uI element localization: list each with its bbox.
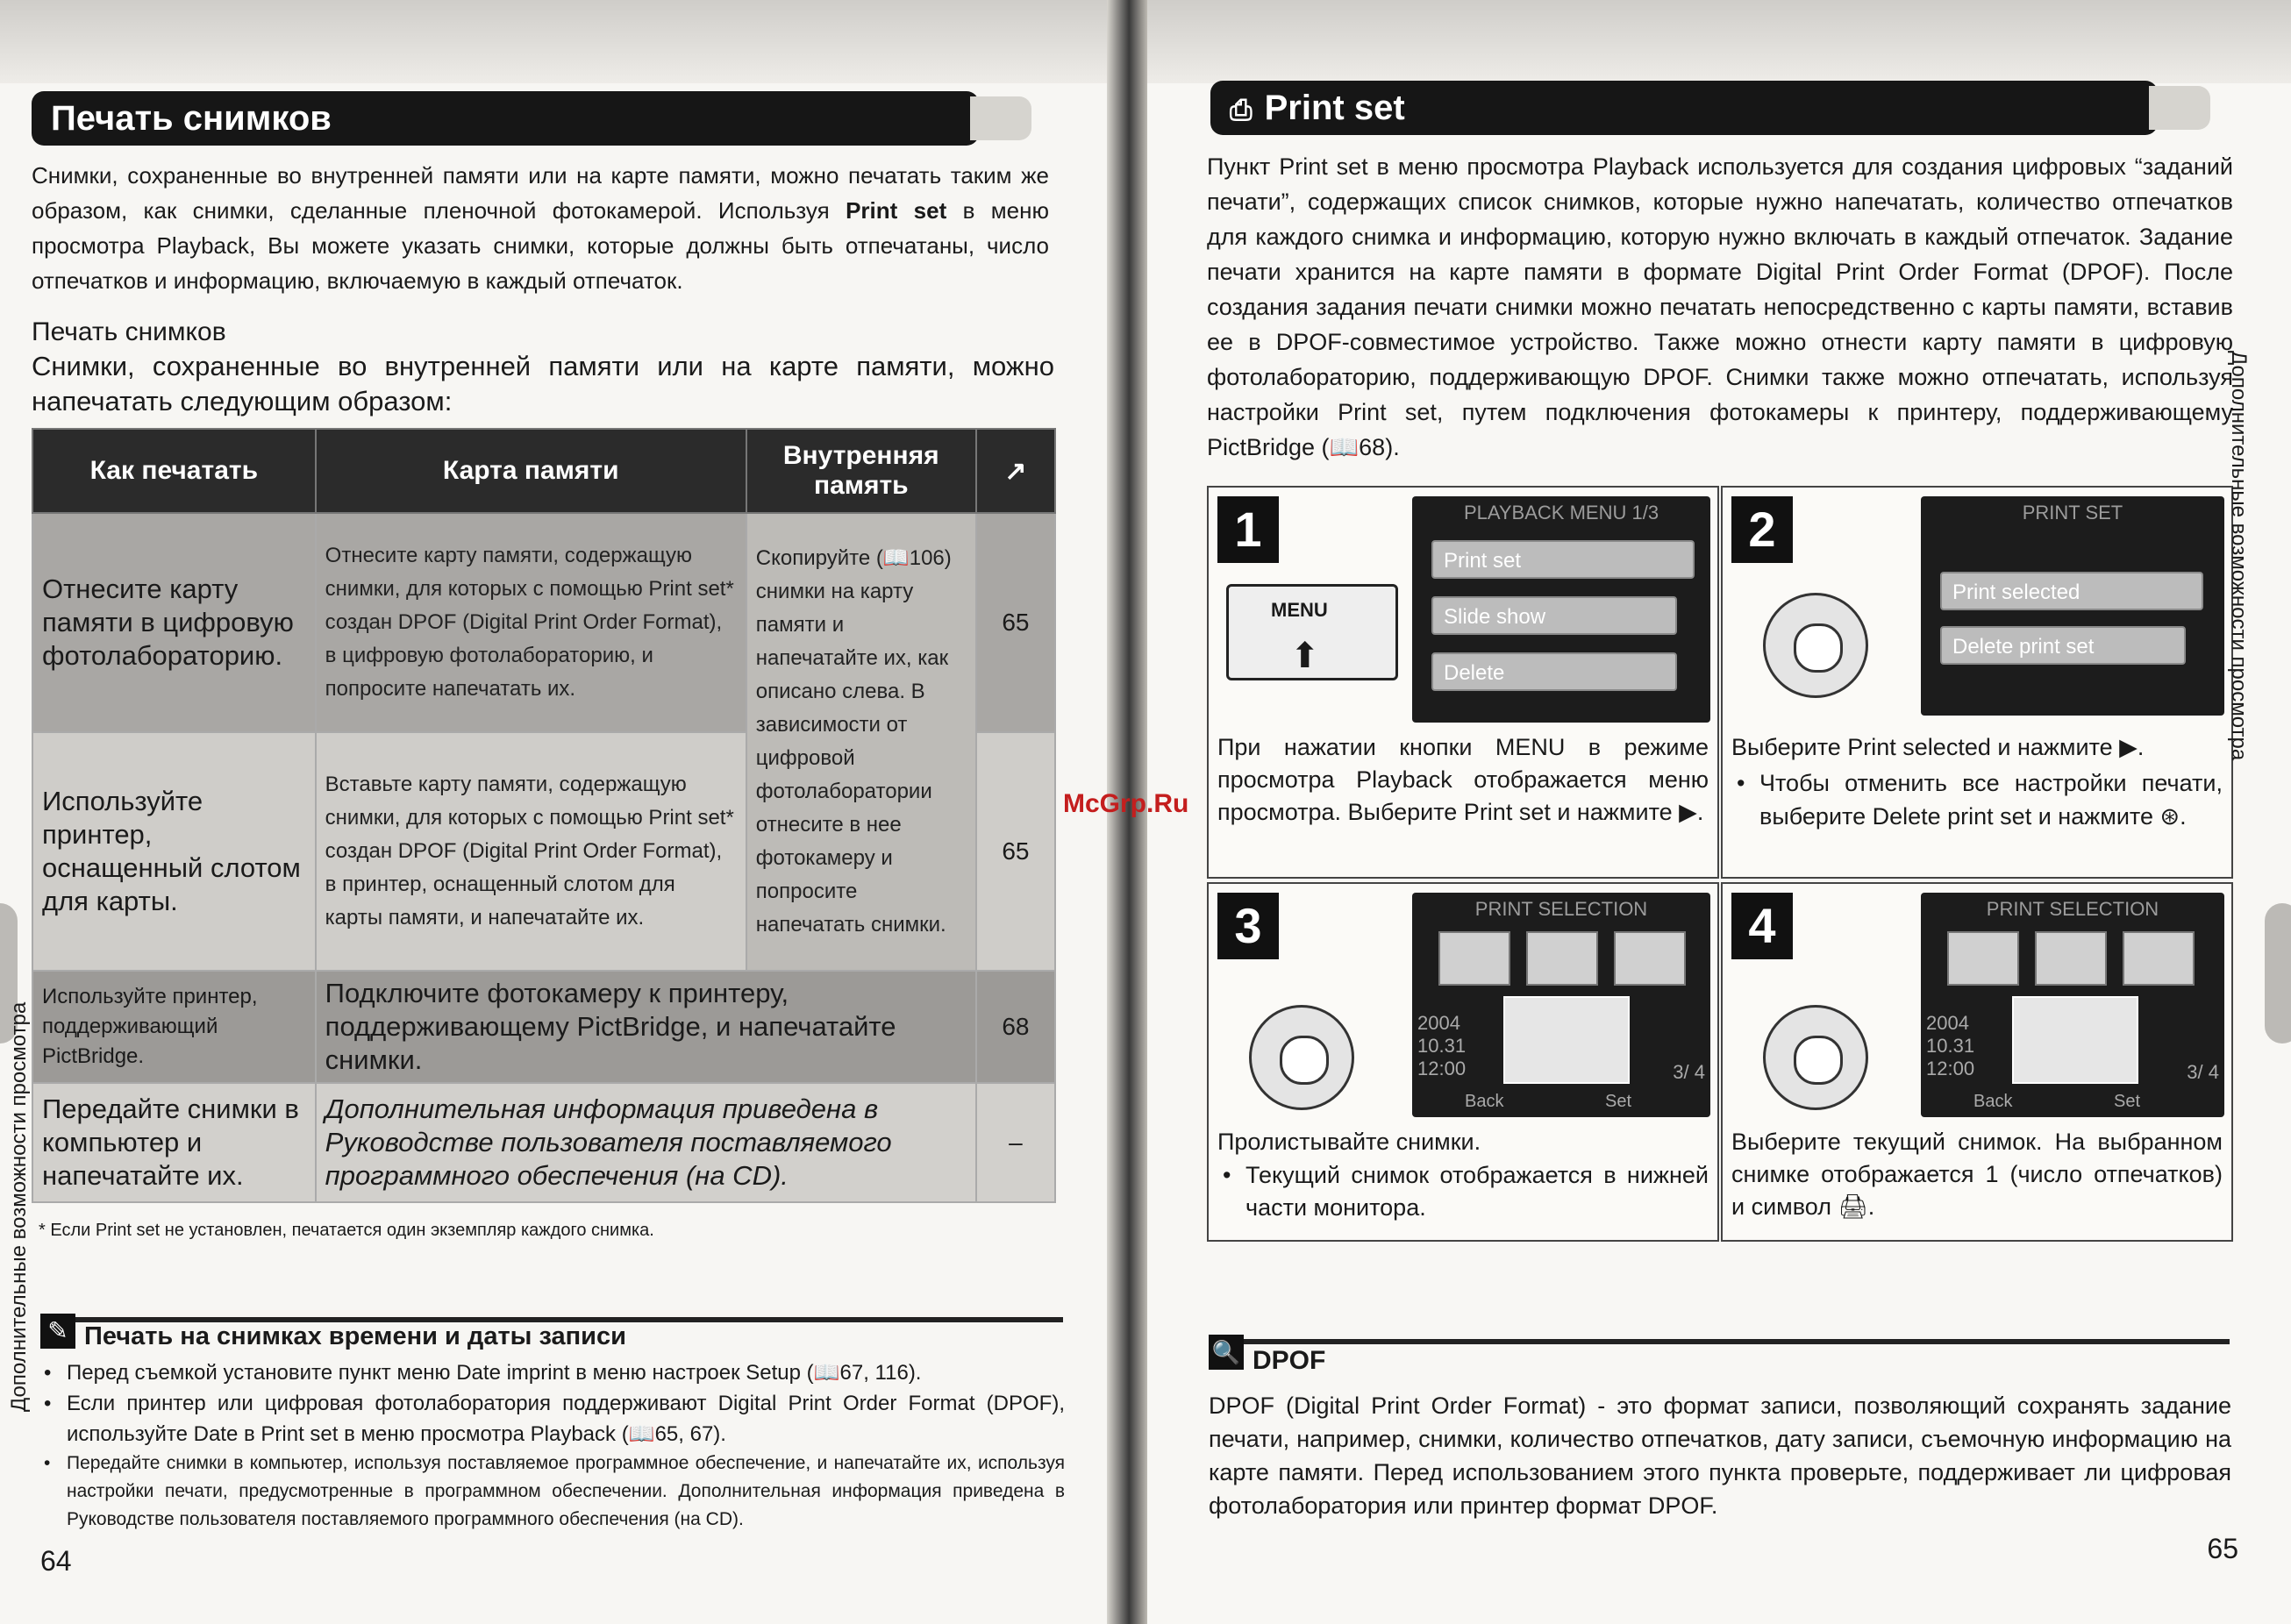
lcd-screen	[1412, 496, 1710, 723]
footnote-text: Если Print set не установлен, печатается один экземпляр каждого снимка.	[50, 1221, 654, 1240]
intro-bold: Print set	[846, 197, 947, 224]
lcd-screen	[1921, 893, 2224, 1117]
top-band	[0, 0, 1131, 83]
step-text: Пролистывайте снимки.	[1217, 1129, 1481, 1155]
footnote: * Если Print set не установлен, печатается один экземпляр каждого снимка.	[39, 1221, 654, 1240]
step-2	[1721, 486, 2233, 879]
step-text: При нажатии кнопки MENU в режиме просмотра Playback отображается меню просмотра. Выберите Print set и нажмите ▶.	[1217, 734, 1709, 825]
set-hint: Set	[2114, 1092, 2141, 1111]
cell-card: Отнесите карту памяти, содержащую снимки, для которых с помощью Print set* создан DPOF (Digital Print Order Format), в цифровую фотолабораторию, и попросите напечатать их.	[316, 513, 746, 732]
step-bullets	[1731, 766, 2223, 833]
cell-how: Отнесите карту памяти в цифровую фотолабораторию.	[32, 513, 316, 732]
list-item: • Текущий снимок отображается в нижней части монитора.	[1217, 1159, 1709, 1224]
menu-item-print-set: Print set	[1431, 540, 1695, 579]
magnifier-icon: 🔍	[1209, 1335, 1244, 1370]
note-bullets	[39, 1357, 1065, 1534]
cell-how: Передайте снимки в компьютер и напечатайте их.	[32, 1083, 316, 1202]
cell-page: 68	[976, 971, 1055, 1083]
image-counter: 3/ 4	[1673, 1061, 1705, 1083]
header-how: Как печатать	[32, 429, 316, 513]
thumbnail-image	[1526, 931, 1598, 986]
step-number: 3	[1217, 893, 1279, 959]
step-text: Выберите Print selected и нажмите ▶.	[1731, 734, 2145, 760]
intro-paragraph	[32, 158, 1049, 298]
page-title-left	[32, 91, 979, 146]
cell-page: 65	[976, 513, 1055, 732]
dpof-paragraph: DPOF (Digital Print Order Format) - это формат записи, позволяющий сохранять задание печати, например, снимки, количество отпечатков, дату записи, съемочную информацию на карте памяти. Перед использованием этого пункта проверьте, поддерживает ли цифровая фотолаборатория или принтер формат DPOF.	[1209, 1393, 2231, 1519]
list-item: • Если принтер или цифровая фотолаборатория поддерживают Digital Print Order Format (DPOF), используйте Date в Print set в меню просмотра Playback (📖65, 67).	[39, 1388, 1065, 1449]
top-band	[1147, 0, 2291, 83]
multi-selector-icon	[1249, 1005, 1354, 1110]
list-item: • Перед съемкой установите пункт меню Date imprint в меню настроек Setup (📖67, 116).	[39, 1357, 1065, 1388]
cell-internal: Скопируйте (📖106) снимки на карту памяти и напечатайте их, как описано слева. В зависимости от цифровой фотолаборатории отнесите в нее фотокамеру и попросите напечатать снимки.	[746, 513, 976, 971]
screen-title: PRINT SELECTION	[1474, 898, 1648, 920]
intro-part-1: Снимки, сохраненные во внутренней памяти или на карте памяти, можно печатать таким же образом, как снимки, сделанные пленочной фотокамерой. Используя	[32, 162, 1049, 224]
screen-title: PRINT SET	[2022, 502, 2123, 524]
cell-card: Дополнительная информация приведена в Руководстве пользователя поставляемого программного обеспечения (на CD).	[316, 1083, 976, 1202]
step-1	[1207, 486, 1719, 879]
step-number: 1	[1217, 496, 1279, 563]
current-image	[1503, 996, 1630, 1084]
page-number: 64	[40, 1545, 72, 1577]
screen-title: PRINT SELECTION	[1986, 898, 2159, 920]
date-readout: 2004 10.31 12:00	[1926, 1012, 1975, 1079]
title-text: Print set	[1264, 89, 1405, 127]
cell-card: Подключите фотокамеру к принтеру, поддерживающему PictBridge, и напечатайте снимки.	[316, 971, 976, 1083]
cell-page: –	[976, 1083, 1055, 1202]
table-row	[32, 1083, 1055, 1202]
intro-paragraph: Пункт Print set в меню просмотра Playback используется для создания цифровых “заданий печати”, содержащих список снимков, которые нужно напечатать, количество отпечатков для каждого снимка и информацию, которую нужно включать в каждый отпечаток. Задание печати хранится на карте памяти в формате Digital Print Order Format (DPOF). После создания задания печати снимки можно печатать непосредственно с карты памяти, вставив ее в DPOF-совместимое устройство. Также можно отнести карту памяти в цифровую фотолабораторию, поддерживающую DPOF. Снимки также можно отпечатать, используя настройки Print set, путем подключения фотокамеры к принтеру, поддерживающему PictBridge (📖68).	[1207, 153, 2233, 460]
header-card: Карта памяти	[316, 429, 746, 513]
title-tail	[2149, 86, 2210, 130]
header-internal: Внутренняя память	[746, 429, 976, 513]
header-page-ref: ↗	[976, 429, 1055, 513]
back-hint: Back	[1465, 1092, 1504, 1111]
back-hint: Back	[1973, 1092, 2013, 1111]
title-text: Печать снимков	[51, 99, 332, 138]
lead-paragraph: Снимки, сохраненные во внутренней памяти или на карте памяти, можно напечатать следующим образом:	[32, 351, 1054, 417]
lcd-screen	[1412, 893, 1710, 1117]
step-number: 2	[1731, 496, 1793, 563]
section-heading: Печать снимков	[32, 317, 226, 346]
menu-button-label: MENU	[1271, 599, 1328, 621]
thumbnail-image	[2123, 931, 2195, 986]
step-3	[1207, 882, 1719, 1242]
table-row	[32, 513, 1055, 732]
menu-item-delete: Delete	[1431, 652, 1677, 691]
right-page	[1147, 0, 2291, 1624]
cell-how: Используйте принтер, оснащенный слотом для карты.	[32, 732, 316, 971]
menu-item-print-selected: Print selected	[1940, 572, 2203, 610]
multi-selector-icon	[1763, 593, 1868, 698]
page-number: 65	[2207, 1533, 2238, 1564]
dpof-title: DPOF	[1253, 1346, 1326, 1375]
step-text: Выберите текущий снимок. На выбранном снимке отображается 1 (число отпечатков) и символ 🖨.	[1731, 1129, 2223, 1220]
step-number: 4	[1731, 893, 1793, 959]
arrow-up-icon: ⬆	[1290, 637, 1320, 675]
menu-item-slide-show: Slide show	[1431, 596, 1677, 635]
table-row	[32, 971, 1055, 1083]
image-counter: 3/ 4	[2187, 1061, 2219, 1083]
step-bullets	[1217, 1159, 1709, 1224]
set-hint: Set	[1605, 1092, 1632, 1111]
list-item: • Передайте снимки в компьютер, используя поставляемое программное обеспечение, и напечатайте их, используя настройки печати, предусмотренные в программном обеспечении. Дополнительная информация приведена в Руководстве пользователя поставляемого программного обеспечения (на CD).	[39, 1449, 1065, 1534]
menu-item-delete-print-set: Delete print set	[1940, 626, 2186, 665]
multi-selector-icon	[1763, 1005, 1868, 1110]
current-image	[2012, 996, 2138, 1084]
cell-page: 65	[976, 732, 1055, 971]
left-page	[0, 0, 1131, 1624]
list-item: • Чтобы отменить все настройки печати, выберите Delete print set и нажмите ⊛.	[1731, 766, 2223, 833]
side-tab-right	[2265, 903, 2291, 1043]
lcd-screen	[1921, 496, 2224, 716]
date-readout: 2004 10.31 12:00	[1417, 1012, 1467, 1079]
thumbnail-image	[1947, 931, 2019, 986]
title-tail	[970, 96, 1031, 140]
side-label-right: Дополнительные возможности просмотра	[2227, 351, 2251, 761]
intro-part-2: в меню просмотра Playback, Вы можете указать снимки, которые должны быть отпечатаны, число отпечатков и информацию, включаемую в каждый отпечаток.	[32, 197, 1049, 294]
print-methods-table	[32, 428, 1056, 1203]
thumbnail-image	[1438, 931, 1510, 986]
thumbnail-image	[2035, 931, 2107, 986]
step-4	[1721, 882, 2233, 1242]
watermark: McGrp.Ru	[1063, 789, 1189, 818]
screen-title: PLAYBACK MENU 1/3	[1463, 502, 1659, 524]
side-label-left: Дополнительные возможности просмотра	[7, 1001, 31, 1412]
thumbnail-image	[1614, 931, 1686, 986]
page-title-right	[1210, 81, 2158, 135]
cell-how: Используйте принтер, поддерживающий PictBridge.	[32, 971, 316, 1083]
printer-icon: ⎙	[1230, 94, 1253, 125]
cell-card: Вставьте карту памяти, содержащую снимки, для которых с помощью Print set* создан DPOF (Digital Print Order Format), в принтер, оснащенный слотом для карты памяти, и напечатайте их.	[316, 732, 746, 971]
note-title: Печать на снимках времени и даты записи	[84, 1322, 626, 1350]
pencil-icon: ✎	[40, 1314, 75, 1349]
dpof-rule	[1209, 1339, 2230, 1344]
camera-body	[1226, 584, 1398, 680]
